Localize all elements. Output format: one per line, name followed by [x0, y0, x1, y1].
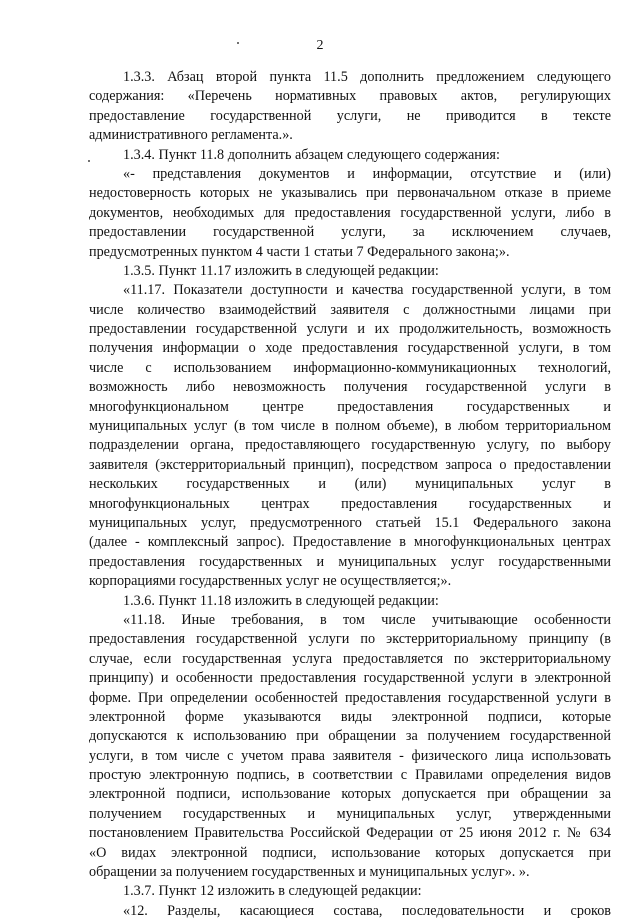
text-line: содержания: «Перечень нормативных правовых актов, регулирующих [89, 88, 611, 105]
text-line: 1.3.6. Пункт 11.18 изложить в следующей редакции: [123, 592, 439, 609]
text-line: 1.3.7. Пункт 12 изложить в следующей редакции: [123, 883, 422, 900]
text-line: предусмотренных пунктом 4 части 1 статьи 7 Федерального закона;». [89, 243, 510, 260]
text-line: недостоверность которых не указывались при первоначальном отказе в приеме [89, 185, 611, 202]
text-line: обращении за получением государственных и муниципальных услуг». ». [89, 864, 530, 881]
text-line: документов, необходимых для предоставления государственной услуги, либо в [89, 204, 611, 221]
text-line: корпорациями государственных услуг не осуществляется;». [89, 573, 452, 590]
text-line: числе с использованием информационно-коммуникационных технологий, [89, 359, 611, 376]
text-line: форме. При определении особенностей предоставления государственной услуги в [89, 689, 611, 706]
text-line: предоставления государственных и муниципальных услуг государственными [89, 553, 611, 570]
document-body [89, 68, 611, 921]
text-line: многофункциональных центрах предоставления государственных и [89, 495, 611, 512]
text-line: услуги, в том числе с учетом права заявителя - физического лица использовать [89, 747, 611, 764]
text-line: 1.3.5. Пункт 11.17 изложить в следующей редакции: [123, 262, 439, 279]
text-line: возможность либо невозможность получения государственной услуги в [89, 379, 611, 396]
text-line: «11.18. Иные требования, в том числе учитывающие особенности [123, 611, 611, 628]
text-line: нескольких государственных и (или) муниципальных услуг в [89, 476, 611, 493]
text-line: принципу) и особенности предоставления государственной услуги в электронной [89, 670, 611, 687]
text-line: подразделении органа, предоставляющего государственную услугу, по выбору [89, 437, 611, 454]
text-line: 1.3.3. Абзац второй пункта 11.5 дополнить предложением следующего [123, 69, 611, 85]
text-line: допускаются к использованию при обращении за получением государственной [89, 728, 611, 745]
text-line: «О видах электронной подписи, использование которых допускается при [89, 844, 611, 861]
text-line: административного регламента.». [89, 127, 293, 144]
text-line: предоставлении государственной услуги и их продолжительность, возможность [89, 321, 611, 338]
text-line: предоставления государственной услуги по экстерриториальному принципу (в [89, 631, 611, 648]
text-line: электронной форме указываются виды электронной подписи, которые [89, 708, 611, 725]
text-line: муниципальных услуг (в том числе в полном объеме), в любом территориальном [89, 418, 611, 435]
text-line: получением государственных и муниципальных услуг, утвержденными [89, 805, 611, 822]
text-line: предоставлении государственной услуги, за исключением случаев, [89, 224, 611, 241]
text-line: случае, если государственная услуга предоставляется по экстерриториальному [89, 650, 611, 667]
text-line: «11.17. Показатели доступности и качества государственной услуги, в том [123, 282, 611, 299]
text-line: многофункциональном центре предоставления государственных и [89, 398, 611, 415]
page-number: 2 [316, 38, 324, 53]
text-line: «12. Разделы, касающиеся состава, последовательности и сроков [123, 902, 611, 919]
text-line: простую электронную подпись, в соответствии с Правилами определения видов [89, 767, 611, 784]
text-line: предоставление государственной услуги, не приводится в тексте [89, 107, 611, 124]
text-line: «- представления документов и информации, отсутствие и (или) [123, 165, 611, 182]
text-line: (далее - комплексный запрос). Предоставление в многофункциональных центрах [89, 534, 611, 551]
text-line: постановлением Правительства Российской Федерации от 25 июня 2012 г. № 634 [89, 825, 611, 842]
text-line: получения информации о ходе предоставления государственной услуги, в том [89, 340, 611, 357]
text-line: числе количество взаимодействий заявителя с должностными лицами при [89, 301, 611, 318]
text-line: заявителя (экстерриториальный принцип), посредством запроса о предоставлении [89, 456, 611, 473]
text-line: 1.3.4. Пункт 11.8 дополнить абзацем следующего содержания: [123, 146, 500, 163]
text-line: муниципальных услуг, предусмотренного статьей 15.1 Федерального закона [89, 514, 611, 531]
text-line: электронной подписи, использование которых допускается при обращении за [89, 786, 611, 803]
